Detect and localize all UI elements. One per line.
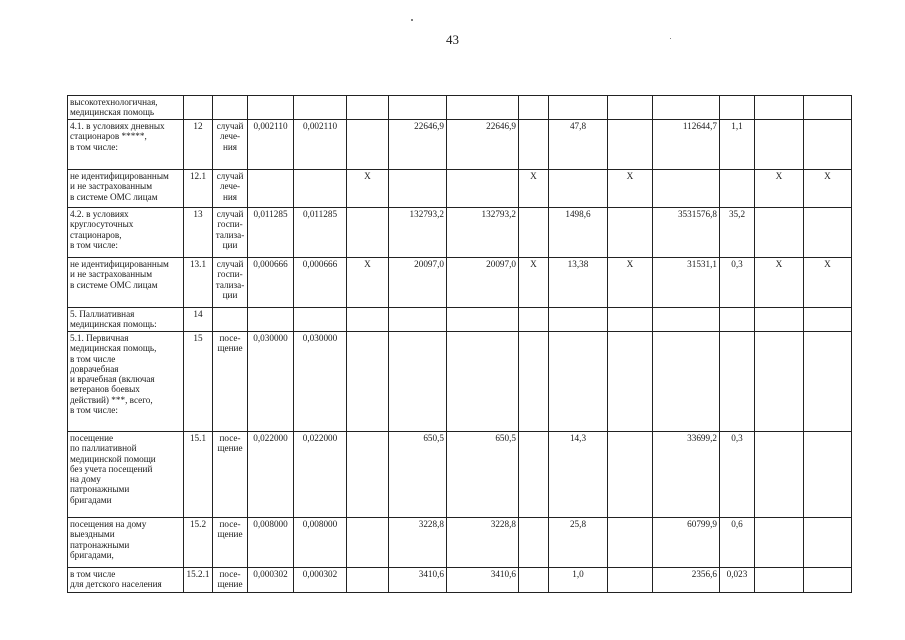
row-mark-4-cell <box>755 96 804 120</box>
row-norm-cell: 0,000666 <box>248 258 294 308</box>
row-share-cell <box>720 332 755 432</box>
row-mark-4-cell: X <box>755 258 804 308</box>
row-mark-3-cell <box>608 120 653 170</box>
row-label-cell: в том числе для детского населения <box>68 568 184 593</box>
row-label-cell: посещение по паллиативной медицинской помощи без учета посещений на дому патронажными бригадами <box>68 432 184 518</box>
row-cost-cell: 132793,2 <box>389 208 447 258</box>
row-share-cell <box>720 96 755 120</box>
row-count-cell: 1,0 <box>549 568 608 593</box>
row-count-cell <box>549 332 608 432</box>
row-code-cell: 12.1 <box>184 170 213 208</box>
row-code-cell: 15.2 <box>184 518 213 568</box>
row-code-cell: 15.2.1 <box>184 568 213 593</box>
row-cost-2-cell: 132793,2 <box>447 208 519 258</box>
row-norm-2-cell: 0,022000 <box>294 432 347 518</box>
row-norm-cell <box>248 308 294 332</box>
row-label-cell: не идентифицированным и не застрахованным в системе ОМС лицам <box>68 258 184 308</box>
row-total-cell: 60799,9 <box>653 518 720 568</box>
row-mark-5-cell <box>804 96 852 120</box>
row-mark-3-cell: X <box>608 258 653 308</box>
row-count-cell: 1498,6 <box>549 208 608 258</box>
row-share-cell: 35,2 <box>720 208 755 258</box>
row-share-cell: 0,3 <box>720 432 755 518</box>
row-count-cell: 14,3 <box>549 432 608 518</box>
row-mark-cell <box>347 120 389 170</box>
row-mark-3-cell <box>608 432 653 518</box>
table-row <box>68 332 852 432</box>
row-code-cell: 15.1 <box>184 432 213 518</box>
row-code-cell <box>184 96 213 120</box>
row-code-cell: 15 <box>184 332 213 432</box>
row-unit-cell <box>213 308 248 332</box>
row-mark-2-cell: X <box>519 258 549 308</box>
row-unit-cell: случай госпи- тализа- ции <box>213 208 248 258</box>
row-share-cell: 0,3 <box>720 258 755 308</box>
row-unit-cell <box>213 96 248 120</box>
row-cost-cell: 650,5 <box>389 432 447 518</box>
row-unit-cell: посе- щение <box>213 568 248 593</box>
row-total-cell: 33699,2 <box>653 432 720 518</box>
row-mark-2-cell <box>519 208 549 258</box>
table-row <box>68 120 852 170</box>
row-norm-cell: 0,000302 <box>248 568 294 593</box>
row-mark-cell <box>347 432 389 518</box>
row-label-cell: посещения на дому выездными патронажными бригадами, <box>68 518 184 568</box>
row-code-cell: 13.1 <box>184 258 213 308</box>
row-total-cell <box>653 96 720 120</box>
row-norm-2-cell <box>294 170 347 208</box>
row-cost-cell <box>389 96 447 120</box>
row-share-cell: 0,6 <box>720 518 755 568</box>
row-unit-cell: посе- щение <box>213 518 248 568</box>
row-label-cell: не идентифицированным и не застрахованным в системе ОМС лицам <box>68 170 184 208</box>
row-norm-cell <box>248 96 294 120</box>
row-cost-2-cell: 3410,6 <box>447 568 519 593</box>
row-mark-cell: X <box>347 170 389 208</box>
row-total-cell <box>653 170 720 208</box>
row-mark-2-cell <box>519 96 549 120</box>
row-mark-5-cell <box>804 332 852 432</box>
row-cost-cell <box>389 170 447 208</box>
table-row <box>68 518 852 568</box>
row-cost-2-cell <box>447 308 519 332</box>
row-mark-4-cell <box>755 208 804 258</box>
row-mark-5-cell <box>804 120 852 170</box>
row-share-cell <box>720 308 755 332</box>
row-code-cell: 14 <box>184 308 213 332</box>
row-mark-3-cell <box>608 96 653 120</box>
row-code-cell: 12 <box>184 120 213 170</box>
row-mark-4-cell <box>755 120 804 170</box>
row-mark-3-cell <box>608 568 653 593</box>
row-norm-cell: 0,022000 <box>248 432 294 518</box>
row-count-cell: 13,38 <box>549 258 608 308</box>
row-count-cell <box>549 96 608 120</box>
row-mark-2-cell <box>519 308 549 332</box>
row-mark-2-cell <box>519 332 549 432</box>
row-label-cell: 5.1. Первичная медицинская помощь, в том числе доврачебная и врачебная (включая ветеранов боевых действий) ***, всего, в том числе: <box>68 332 184 432</box>
row-norm-2-cell: 0,000666 <box>294 258 347 308</box>
row-cost-2-cell: 3228,8 <box>447 518 519 568</box>
row-mark-4-cell <box>755 308 804 332</box>
row-mark-4-cell: X <box>755 170 804 208</box>
row-cost-cell: 22646,9 <box>389 120 447 170</box>
row-cost-cell: 3410,6 <box>389 568 447 593</box>
table-row <box>68 170 852 208</box>
row-label-cell: высокотехнологичная, медицинская помощь <box>68 96 184 120</box>
row-mark-3-cell: X <box>608 170 653 208</box>
row-total-cell <box>653 308 720 332</box>
scan-speck <box>411 19 413 21</box>
row-count-cell <box>549 170 608 208</box>
row-unit-cell: посе- щение <box>213 432 248 518</box>
row-norm-2-cell <box>294 308 347 332</box>
row-mark-cell <box>347 568 389 593</box>
row-mark-2-cell: X <box>519 170 549 208</box>
row-norm-cell: 0,030000 <box>248 332 294 432</box>
row-count-cell: 47,8 <box>549 120 608 170</box>
row-mark-4-cell <box>755 332 804 432</box>
row-unit-cell: случай госпи- тализа- ции <box>213 258 248 308</box>
row-unit-cell: посе- щение <box>213 332 248 432</box>
row-count-cell <box>549 308 608 332</box>
row-norm-cell: 0,002110 <box>248 120 294 170</box>
row-total-cell: 112644,7 <box>653 120 720 170</box>
page-number: 43 <box>446 32 459 47</box>
row-share-cell: 0,023 <box>720 568 755 593</box>
row-cost-cell <box>389 308 447 332</box>
row-cost-2-cell <box>447 170 519 208</box>
row-mark-5-cell <box>804 432 852 518</box>
row-mark-5-cell <box>804 518 852 568</box>
row-label-cell: 5. Паллиативная медицинская помощь: <box>68 308 184 332</box>
row-label-cell: 4.2. в условиях круглосуточных стационаров, в том числе: <box>68 208 184 258</box>
table-row <box>68 96 852 120</box>
row-mark-5-cell <box>804 308 852 332</box>
row-mark-cell <box>347 308 389 332</box>
row-unit-cell: случай лече- ния <box>213 120 248 170</box>
row-total-cell <box>653 332 720 432</box>
row-label-cell: 4.1. в условиях дневных стационаров *****, в том числе: <box>68 120 184 170</box>
row-cost-cell: 3228,8 <box>389 518 447 568</box>
row-mark-3-cell <box>608 308 653 332</box>
row-mark-4-cell <box>755 568 804 593</box>
table-row <box>68 432 852 518</box>
table-row <box>68 568 852 593</box>
row-mark-5-cell: X <box>804 258 852 308</box>
row-mark-cell <box>347 96 389 120</box>
table-row <box>68 308 852 332</box>
row-mark-3-cell <box>608 332 653 432</box>
row-mark-cell <box>347 332 389 432</box>
row-cost-cell <box>389 332 447 432</box>
row-cost-2-cell: 20097,0 <box>447 258 519 308</box>
row-mark-5-cell <box>804 568 852 593</box>
row-total-cell: 3531576,8 <box>653 208 720 258</box>
row-cost-2-cell: 650,5 <box>447 432 519 518</box>
table-row <box>68 208 852 258</box>
row-mark-5-cell: X <box>804 170 852 208</box>
row-count-cell: 25,8 <box>549 518 608 568</box>
row-norm-cell: 0,011285 <box>248 208 294 258</box>
row-norm-2-cell: 0,000302 <box>294 568 347 593</box>
row-mark-2-cell <box>519 120 549 170</box>
row-mark-3-cell <box>608 518 653 568</box>
row-mark-cell <box>347 518 389 568</box>
row-cost-2-cell <box>447 332 519 432</box>
row-norm-2-cell <box>294 96 347 120</box>
row-mark-2-cell <box>519 518 549 568</box>
row-total-cell: 31531,1 <box>653 258 720 308</box>
row-mark-5-cell <box>804 208 852 258</box>
row-mark-4-cell <box>755 518 804 568</box>
row-cost-2-cell <box>447 96 519 120</box>
row-mark-3-cell <box>608 208 653 258</box>
row-mark-2-cell <box>519 432 549 518</box>
table-row <box>68 258 852 308</box>
row-code-cell: 13 <box>184 208 213 258</box>
row-share-cell <box>720 170 755 208</box>
row-cost-cell: 20097,0 <box>389 258 447 308</box>
row-norm-2-cell: 0,002110 <box>294 120 347 170</box>
row-unit-cell: случай лече- ния <box>213 170 248 208</box>
data-table <box>67 95 852 593</box>
row-norm-cell <box>248 170 294 208</box>
row-norm-2-cell: 0,008000 <box>294 518 347 568</box>
row-mark-cell <box>347 208 389 258</box>
row-norm-cell: 0,008000 <box>248 518 294 568</box>
row-share-cell: 1,1 <box>720 120 755 170</box>
row-mark-4-cell <box>755 432 804 518</box>
row-mark-2-cell <box>519 568 549 593</box>
row-cost-2-cell: 22646,9 <box>447 120 519 170</box>
row-norm-2-cell: 0,011285 <box>294 208 347 258</box>
row-norm-2-cell: 0,030000 <box>294 332 347 432</box>
row-total-cell: 2356,6 <box>653 568 720 593</box>
row-mark-cell: X <box>347 258 389 308</box>
